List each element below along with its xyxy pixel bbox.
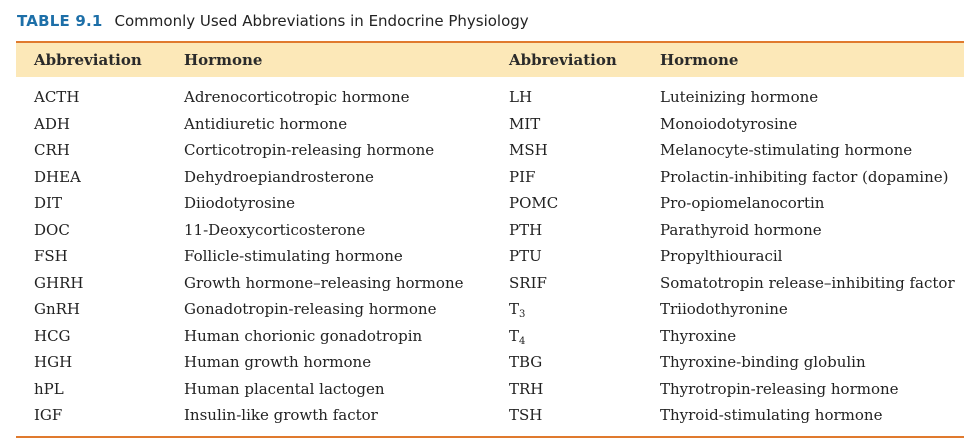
abbreviation-cell: DHEA [34, 167, 81, 186]
table-number: TABLE 9.1 [17, 12, 103, 30]
table-row [16, 164, 964, 191]
table-header-row [16, 43, 964, 77]
hormone-cell: Follicle-stimulating hormone [184, 247, 403, 266]
abbreviation-cell: DIT [34, 194, 62, 213]
abbreviations-table [16, 41, 964, 438]
abbreviation-cell [509, 300, 660, 321]
abbreviation-cell: CRH [34, 141, 70, 160]
hormone-cell: 11-Deoxycorticosterone [184, 220, 366, 239]
table-row [16, 349, 964, 376]
hormone-cell: Thyroxine [660, 326, 737, 345]
hormone-cell: Prolactin-inhibiting factor (dopamine) [660, 167, 949, 186]
hormone-cell: Human chorionic gonadotropin [184, 326, 423, 345]
hormone-cell: Human growth hormone [184, 353, 372, 372]
hormone-cell: Growth hormone–releasing hormone [184, 273, 464, 292]
abbreviation-cell: HGH [34, 353, 73, 372]
hormone-cell: Propylthiouracil [660, 247, 783, 266]
hormone-cell: Parathyroid hormone [660, 220, 822, 239]
column-header-abbreviation: Abbreviation [509, 51, 617, 69]
abbreviation-cell [509, 327, 660, 345]
table-row [16, 137, 964, 164]
table-row [16, 296, 964, 323]
abbreviation-cell: PTH [509, 220, 543, 239]
table-row [16, 217, 964, 244]
hormone-cell: Thyroxine-binding globulin [660, 353, 866, 372]
column-header-hormone: Hormone [660, 51, 739, 69]
hormone-cell: Pro-opiomelanocortin [660, 194, 825, 213]
hormone-cell: Adrenocorticotropic hormone [184, 88, 410, 107]
abbreviation-cell: TRH [509, 379, 544, 398]
column-header-abbreviation: Abbreviation [34, 51, 142, 69]
hormone-cell: Monoiodotyrosine [660, 114, 798, 133]
hormone-cell: Melanocyte-stimulating hormone [660, 141, 913, 160]
abbreviation-cell: TSH [509, 406, 543, 425]
abbreviation-cell: ACTH [34, 88, 80, 107]
table-bottom-rule [16, 436, 964, 438]
abbreviation-cell: PIF [509, 167, 536, 186]
hormone-cell: Gonadotropin-releasing hormone [184, 300, 437, 319]
table-row [16, 323, 964, 350]
table-body [16, 77, 964, 436]
abbreviation-cell: hPL [34, 379, 64, 398]
table-row [16, 111, 964, 138]
abbreviation-base: T [509, 300, 520, 319]
hormone-cell: Diiodotyrosine [184, 194, 296, 213]
abbreviation-cell: DOC [34, 220, 70, 239]
table-row [16, 270, 964, 297]
abbreviation-base: T [509, 326, 520, 345]
abbreviation-cell: IGF [34, 406, 63, 425]
hormone-cell: Human placental lactogen [184, 379, 385, 398]
hormone-cell: Luteinizing hormone [660, 88, 819, 107]
abbreviation-cell: MSH [509, 141, 548, 160]
abbreviation-cell: POMC [509, 194, 559, 213]
hormone-cell: Triiodothyronine [660, 300, 788, 319]
abbreviation-cell: GnRH [34, 300, 81, 319]
hormone-cell: Thyroid-stimulating hormone [660, 406, 883, 425]
hormone-cell: Somatotropin release–inhibiting factor [660, 273, 955, 292]
abbreviation-cell: LH [509, 88, 533, 107]
hormone-cell: Insulin-like growth factor [184, 406, 378, 425]
table-caption [17, 10, 529, 32]
table-row [16, 84, 964, 111]
abbreviation-cell: PTU [509, 247, 542, 266]
hormone-cell: Antidiuretic hormone [184, 114, 348, 133]
abbreviation-cell: GHRH [34, 273, 84, 292]
abbreviation-cell: MIT [509, 114, 541, 133]
abbreviation-cell: FSH [34, 247, 68, 266]
abbreviation-cell: HCG [34, 326, 71, 345]
table-row [16, 190, 964, 217]
abbreviation-subscript: 3 [519, 309, 526, 321]
abbreviation-cell: ADH [34, 114, 70, 133]
hormone-cell: Corticotropin-releasing hormone [184, 141, 435, 160]
table-row [16, 243, 964, 270]
abbreviation-cell: SRIF [509, 273, 547, 292]
abbreviation-subscript: 4 [519, 335, 526, 347]
table-row [16, 376, 964, 403]
table-title: Commonly Used Abbreviations in Endocrine Physiology [114, 12, 529, 30]
column-header-hormone: Hormone [184, 51, 263, 69]
table-row [16, 402, 964, 429]
hormone-cell: Thyrotropin-releasing hormone [660, 379, 899, 398]
abbreviation-cell: TBG [509, 353, 543, 372]
hormone-cell: Dehydroepiandrosterone [184, 167, 374, 186]
